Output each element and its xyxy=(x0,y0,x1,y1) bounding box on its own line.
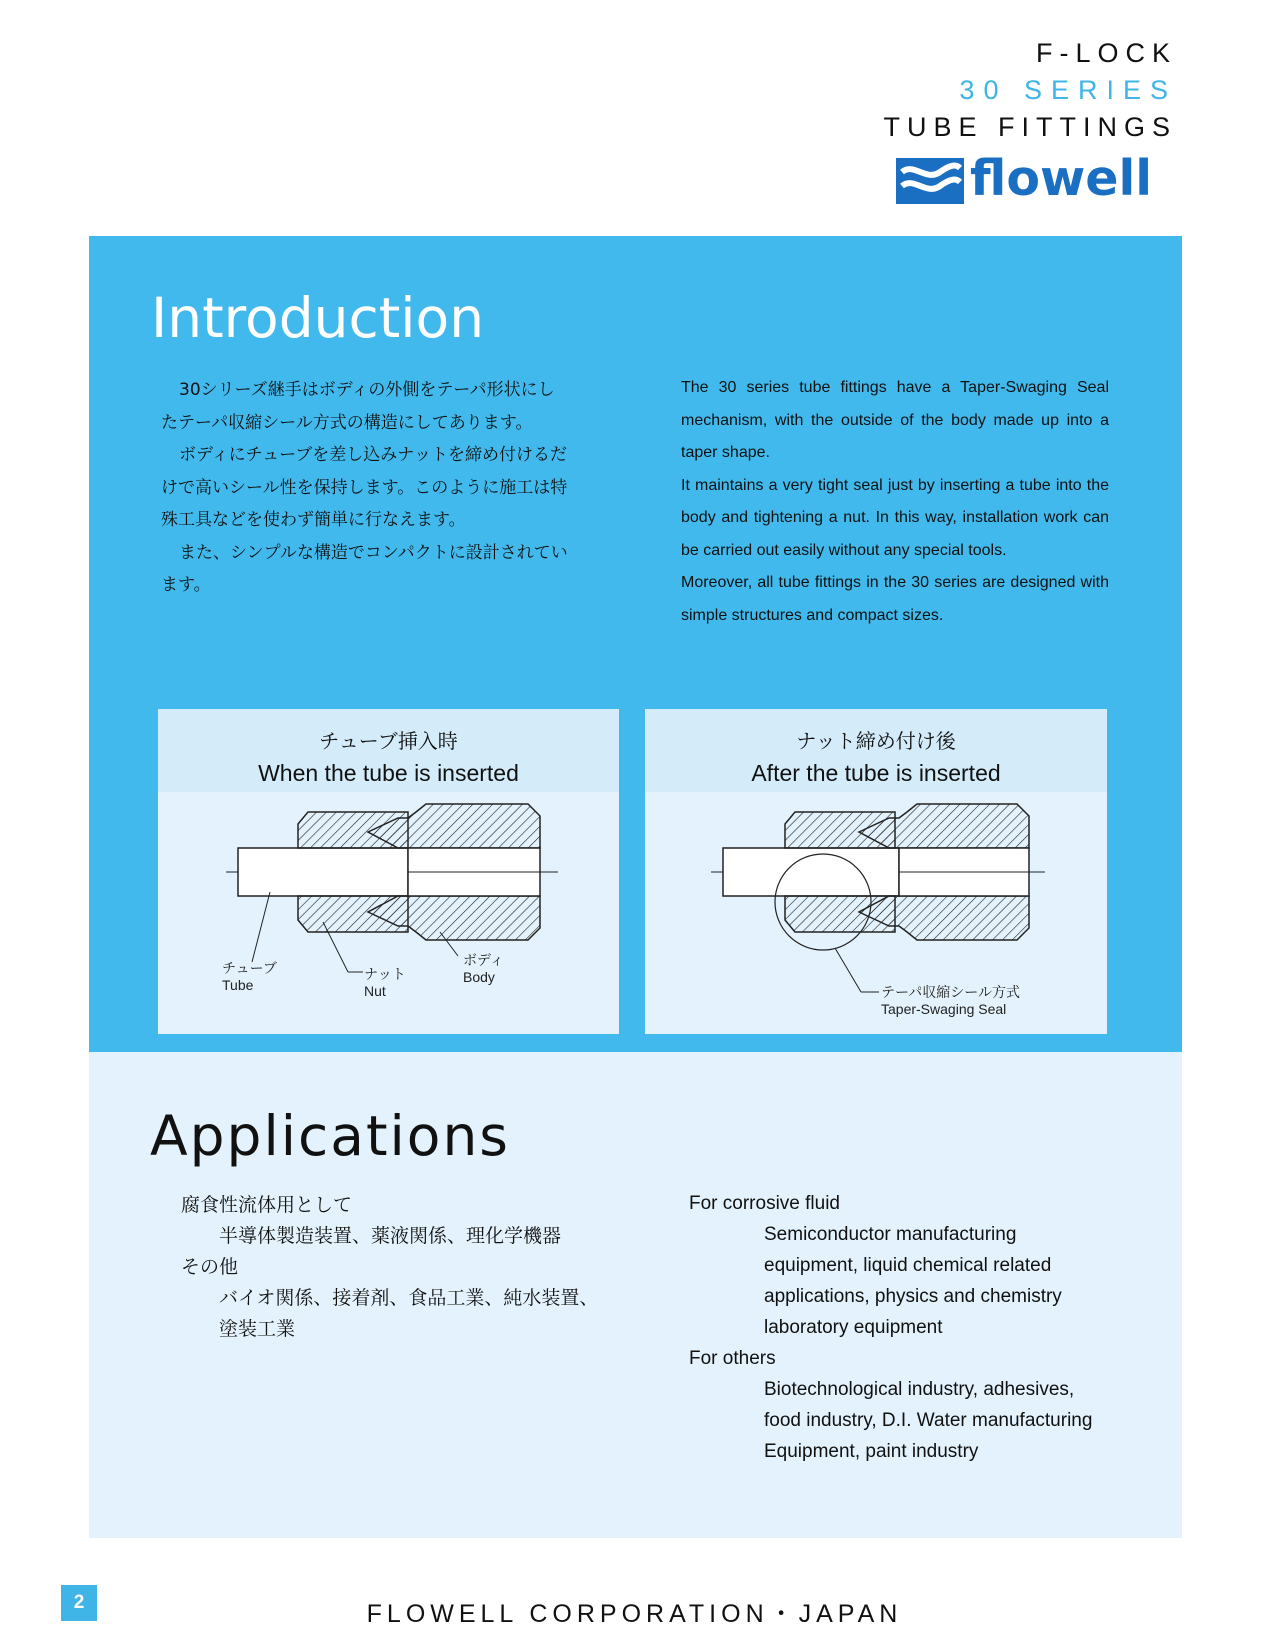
series-line-1: F-LOCK xyxy=(1035,38,1177,68)
panel-title-en: When the tube is inserted xyxy=(258,760,519,786)
category-detail: food industry, D.I. Water manufacturing xyxy=(764,1410,1093,1431)
panel-header xyxy=(158,709,619,792)
introduction-english-text xyxy=(681,372,1109,632)
flowell-wave-icon xyxy=(896,158,964,204)
series-line-2: 30 SERIES xyxy=(959,75,1177,105)
category-label: 腐食性流体用として xyxy=(181,1194,353,1216)
jp-line: けで高いシール性を保持します。このように施工は特 xyxy=(161,477,568,498)
panel-header xyxy=(645,709,1107,792)
en-paragraph: The 30 series tube fittings have a Taper-Swaging Seal mechanism, with the outside of the body made up into a taper shape. xyxy=(681,379,1109,461)
jp-line: また、シンプルな構造でコンパクトに設計されてい xyxy=(179,542,568,563)
jp-line: たテーパ収縮シール方式の構造にしてあります。 xyxy=(161,412,533,433)
jp-line: 30シリーズ継手はボディの外側をテーパ形状にし xyxy=(179,380,555,400)
category-label: For corrosive fluid xyxy=(689,1193,840,1214)
en-paragraph: Moreover, all tube fittings in the 30 series are designed with simple structures and compact sizes. xyxy=(681,574,1109,624)
page-number: 2 xyxy=(61,1585,97,1621)
label-nut: ナット Nut xyxy=(364,967,406,999)
diagram-panel-inserted xyxy=(158,709,619,1034)
category-detail: Equipment, paint industry xyxy=(764,1441,979,1462)
category-detail: 半導体製造装置、薬液関係、理化学機器 xyxy=(219,1225,562,1247)
introduction-section xyxy=(89,236,1182,1052)
panel-title-en: After the tube is inserted xyxy=(751,760,1001,786)
category-detail: 塗装工業 xyxy=(219,1318,296,1340)
label-body: ボディ Body xyxy=(463,953,504,985)
flowell-logo xyxy=(896,150,1182,208)
brand-name: flowell xyxy=(970,150,1153,207)
panel-title-jp: チューブ挿入時 xyxy=(319,729,458,753)
category-detail: applications, physics and chemistry xyxy=(764,1286,1062,1307)
label-tube: チューブ Tube xyxy=(222,961,277,993)
footer-company: FLOWELL CORPORATION・JAPAN xyxy=(366,1600,903,1628)
category-label: その他 xyxy=(181,1256,239,1278)
fitting-cross-section-diagram xyxy=(645,792,1107,1034)
applications-english-list xyxy=(689,1188,1149,1467)
category-detail: バイオ関係、接着剤、食品工業、純水装置、 xyxy=(219,1287,599,1309)
label-taper-swaging-seal: テーパ収縮シール方式 Taper-Swaging Seal xyxy=(881,985,1021,1017)
panel-title-jp: ナット締め付け後 xyxy=(796,729,956,753)
diagram-panel-tightened xyxy=(645,709,1107,1034)
category-detail: Biotechnological industry, adhesives, xyxy=(764,1379,1075,1400)
category-detail: equipment, liquid chemical related xyxy=(764,1255,1052,1276)
series-line-3: TUBE FITTINGS xyxy=(883,112,1177,142)
jp-line: 殊工具などを使わず簡単に行なえます。 xyxy=(161,510,466,530)
jp-line: ボディにチューブを差し込みナットを締め付けるだ xyxy=(179,445,567,465)
introduction-title: Introduction xyxy=(151,286,485,350)
introduction-japanese-text xyxy=(161,374,601,602)
category-detail: laboratory equipment xyxy=(764,1317,943,1338)
en-paragraph: It maintains a very tight seal just by inserting a tube into the body and tightening a nut. In this way, installation work can be carried out easily without any special tools. xyxy=(681,476,1109,559)
applications-japanese-list xyxy=(181,1190,641,1345)
category-label: For others xyxy=(689,1348,776,1369)
applications-title: Applications xyxy=(150,1104,510,1168)
category-detail: Semiconductor manufacturing xyxy=(764,1224,1017,1245)
applications-section xyxy=(89,1052,1182,1538)
jp-line: ます。 xyxy=(161,575,211,595)
